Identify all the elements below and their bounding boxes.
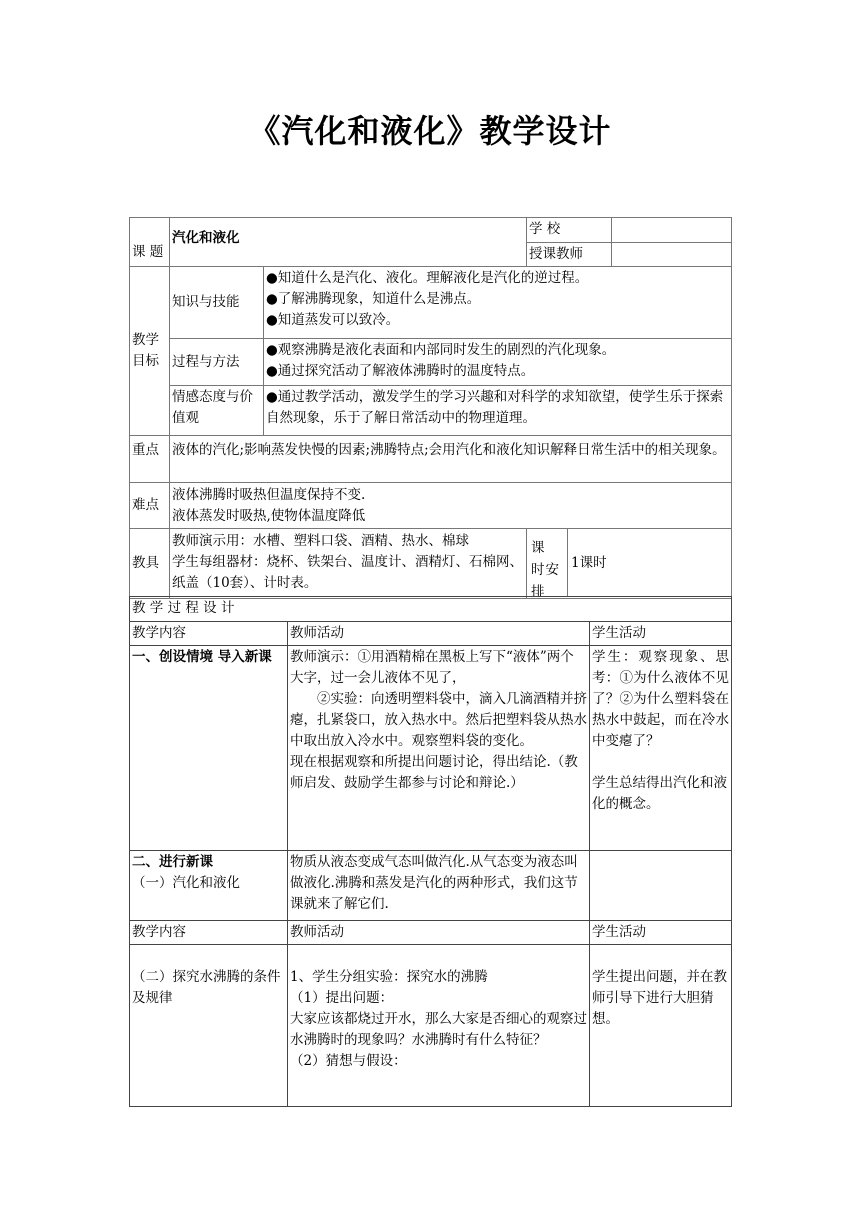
process-heading: 教 学 过 程 设 计 [130,597,732,622]
col-header-teacher: 教师活动 [288,921,590,945]
difficulty-line: 液体沸腾时吸热但温度保持不变. [172,487,366,503]
teacher-paragraph: 现在根据观察和所提出问题讨论，得出结论.（教师启发、鼓励学生都参与讨论和辩论.） [290,754,578,791]
knowledge-label: 知识与技能 [170,267,264,339]
goals-label: 教学目标 [130,267,170,436]
topic-label: 课 题 [130,218,170,267]
teacher-line: 大家应该都烧过开水，那么大家是否细心的观察过水沸腾时的现象吗？水沸腾时有什么特征？ [290,1011,587,1048]
tools-teacher-demo: 教师演示用：水槽、塑料口袋、酒精、热水、棉球 [172,533,469,549]
process-item: ●通过探究活动了解液体沸腾时的温度特点。 [266,363,535,379]
difficulties-label: 难点 [130,483,170,529]
topic-value: 汽化和液化 [170,218,527,267]
school-value [612,218,732,243]
teacher-value [612,243,732,267]
col-header-student: 学生活动 [590,921,732,945]
process-item: ●观察沸腾是液化表面和内部同时发生的剧烈的汽化现象。 [266,342,616,358]
key-points-text: 液体的汽化;影响蒸发快慢的因素;沸腾特点;会用汽化和液化知识解释日常生活中的相关现象。 [170,436,732,483]
process-items [264,339,732,386]
knowledge-item: ●知道蒸发可以致冷。 [266,312,400,328]
tools-text [170,529,527,599]
teacher-line: （2）猜想与假设： [290,1053,407,1069]
schedule-value: 1课时 [571,554,607,571]
col-header-content: 教学内容 [130,921,288,945]
teacher-line: 1、学生分组实验：探究水的沸腾 [290,969,488,985]
section3-teacher [288,945,590,1107]
knowledge-items [264,267,732,339]
section2-sub: （一）汽化和液化 [132,875,240,891]
process-design-table [129,596,732,1107]
section2-teacher: 物质从液态变成气态叫做汽化.从气态变为液态叫做液化.沸腾和蒸发是汽化的两种形式，我们这节课就来了解它们. [288,851,590,921]
col-header-student: 学生活动 [590,622,732,646]
section3-content: （二）探究水沸腾的条件及规律 [130,945,288,1107]
student-paragraph: 学生总结得出汽化和液化的概念。 [592,775,727,812]
tools-label: 教具 [130,529,170,599]
emotion-text: ●通过教学活动，激发学生的学习兴趣和对科学的求知欲望，使学生乐于探索自然现象，乐于了解日常活动中的物理道理。 [264,386,732,436]
section1-teacher [288,646,590,851]
schedule-label: 课 时安排 [527,529,568,597]
tools-student-group: 学生每组器材：烧杯、铁架台、温度计、酒精灯、石棉网、纸盖（10套）、计时表。 [172,554,523,591]
teacher-paragraph: ②实验：向透明塑料袋中，滴入几滴酒精并挤瘪，扎紧袋口，放入热水中。然后把塑料袋从热水中取出放入冷水中。观察塑料袋的变化。 [290,691,587,749]
process-label: 过程与方法 [170,339,264,386]
student-paragraph: 学生：观察现象、思考：①为什么液体不见了？②为什么塑料袋在热水中鼓起，而在冷水中变瘪了？ [592,649,730,749]
emotion-label: 情感态度与价值观 [170,386,264,436]
teacher-paragraph: 教师演示：①用酒精棉在黑板上写下“液体”两个大字，过一会儿液体不见了， [290,649,574,686]
schedule-cell [527,529,732,599]
lesson-info-table [129,217,732,599]
section1-content: 一、创设情境 导入新课 [130,646,288,851]
section1-student [590,646,732,851]
col-header-content: 教学内容 [130,622,288,646]
section3-student: 学生提出问题，并在教师引导下进行大胆猜想。 [590,945,732,1107]
teacher-label: 授课教师 [527,243,612,267]
document-title: 《汽化和液化》教学设计 [248,112,612,150]
knowledge-item: ●了解沸腾现象，知道什么是沸点。 [266,291,481,307]
section2-content [130,851,288,921]
section2-student [590,851,732,921]
teacher-line: （1）提出问题： [290,990,394,1006]
knowledge-item: ●知道什么是汽化、液化。理解液化是汽化的逆过程。 [266,270,589,286]
difficulty-line: 液体蒸发时吸热,使物体温度降低 [172,508,366,524]
section2-title: 二、进行新课 [132,854,213,870]
col-header-teacher: 教师活动 [288,622,590,646]
difficulties-text [170,483,732,529]
school-label: 学 校 [527,218,612,243]
key-points-label: 重点 [130,436,170,483]
